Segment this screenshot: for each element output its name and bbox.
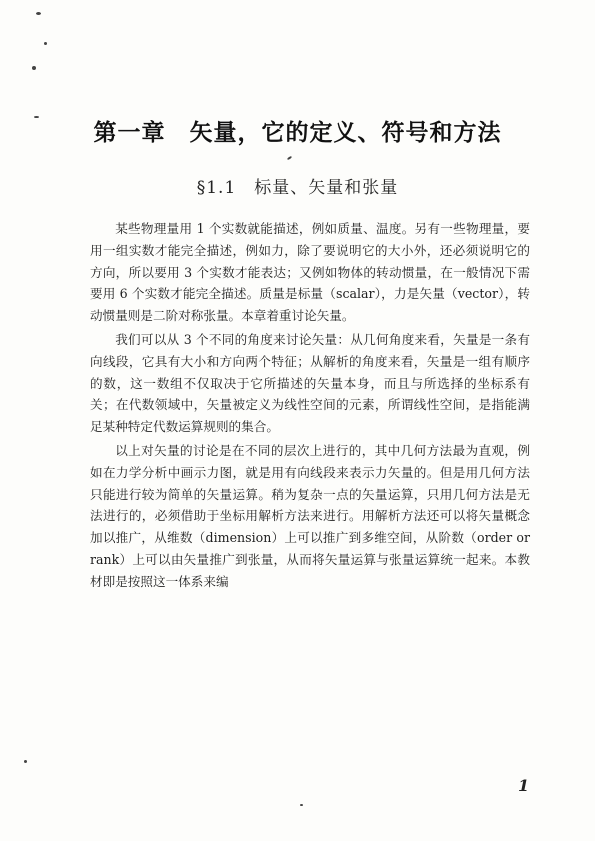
scan-speck <box>24 760 27 763</box>
scan-speck <box>300 804 303 806</box>
scan-speck <box>32 66 36 70</box>
scan-speck <box>36 12 41 15</box>
page-number: 1 <box>518 776 530 795</box>
paragraph-3: 以上对矢量的讨论是在不同的层次上进行的，其中几何方法最为直观，例如在力学分析中画示力图，就是用有向线段来表示力矢量的。但是用几何方法只能进行较为简单的矢量运算。稍为复杂一点的矢量运算，只用几何方法是无法进行的，必须借助于坐标用解析方法来进行。用解析方法还可以将矢量概念加以推广，从维数（dimension）上可以推广到多维空间，从阶数（order or rank）上可以由矢量推广到张量，从而将矢量运算与张量运算统一起来。本教材即是按照这一体系来编 <box>90 442 530 589</box>
body-text <box>90 218 530 595</box>
scan-speck <box>287 156 292 161</box>
section-title: §1.1 标量、矢量和张量 <box>196 178 399 198</box>
paragraph-1: 某些物理量用 1 个实数就能描述，例如质量、温度。另有一些物理量，要用一组实数才能完全描述，例如力，除了要说明它的大小外，还必须说明它的方向，所以要用 3 个实数才能表达；又例如物体的转动惯量，在一般情况下需要用 6 个实数才能完全描述。质量是标量（scalar），力是矢量（vector），转动惯量则是二阶对称张量。本章着重讨论矢量。 <box>90 221 530 324</box>
scan-speck <box>44 42 47 45</box>
paragraph-2: 我们可以从 3 个不同的角度来讨论矢量：从几何角度来看，矢量是一条有向线段，它具有大小和方向两个特征；从解析的角度来看，矢量是一组有顺序的数，这一数组不仅取决于它所描述的矢量本身，而且与所选择的坐标系有关；在代数领域中，矢量被定义为线性空间的元素，所谓线性空间，是指能满足某种特定代数运算规则的集合。 <box>90 331 530 435</box>
chapter-title: 第一章 矢量，它的定义、符号和方法 <box>93 120 502 146</box>
